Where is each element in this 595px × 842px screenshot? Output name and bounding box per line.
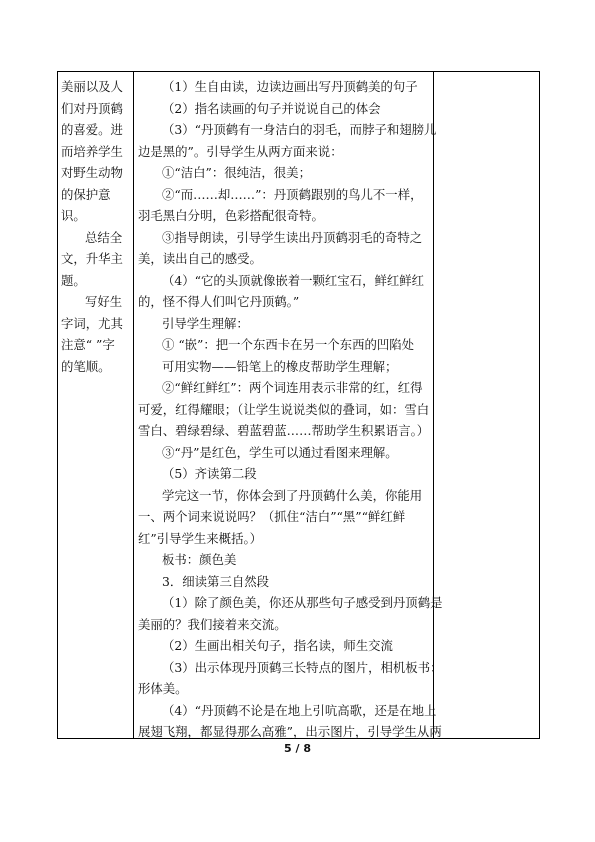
- process-line: 美，读出自己的感受。: [138, 251, 262, 266]
- process-line: （3）出示体现丹顶鹤三长特点的图片，相机板书：: [162, 659, 443, 675]
- process-line: 可用实物——铅笔上的橡皮帮助学生理解；: [162, 358, 398, 374]
- column-divider: [433, 72, 434, 738]
- process-line: ①“洁白”：很纯洁，很美；: [162, 165, 311, 180]
- process-line: ②“鲜红鲜红”：两个词连用表示非常的红，红得: [162, 380, 423, 395]
- process-line: ②“而……却……”：丹顶鹤跟别的鸟儿不一样，: [162, 186, 423, 202]
- process-line: 的，怪不得人们叫它丹顶鹤。”: [138, 294, 300, 309]
- process-line: （2）指名读画的句子并说说自己的体会: [162, 100, 381, 116]
- process-line: （3）“丹顶鹤有一身洁白的羽毛，而脖子和翅膀儿: [162, 122, 437, 137]
- process-line: 美丽的？我们接着来交流。: [138, 616, 287, 632]
- objective-line: 对野生动物: [61, 165, 123, 180]
- objective-line: 而培养学生: [61, 143, 123, 159]
- objective-line: 写好生: [85, 294, 123, 309]
- objective-line: 的保护意: [61, 186, 111, 202]
- process-line: （1）除了颜色美，你还从那些句子感受到丹顶鹤是: [162, 595, 443, 610]
- process-line: （5）齐读第二段: [162, 466, 257, 481]
- objective-line: 们对丹顶鹤: [61, 100, 123, 116]
- objective-line: 题。: [61, 272, 86, 288]
- column-divider: [133, 72, 134, 738]
- process-line: 可爱，红得耀眼；（让学生说说类似的叠词，如：雪白: [138, 401, 430, 417]
- objective-line: 字词，尤其: [61, 315, 123, 331]
- process-line: （1）生自由读，边读边画出写丹顶鹤美的句子: [162, 79, 418, 94]
- process-line: 雪白、碧绿碧绿、碧蓝碧蓝……帮助学生积累语言。）: [138, 423, 430, 438]
- process-line: 边是黑的”。引导学生从两方面来说：: [138, 143, 343, 159]
- objective-line: 文，升华主: [61, 251, 123, 266]
- process-line: 学完这一节，你体会到了丹顶鹤什么美，你能用: [162, 487, 423, 503]
- process-line: 展翅飞翔，都显得那么高雅”，出示图片，引导学生从两: [138, 724, 442, 739]
- process-line: （4）“丹顶鹤不论是在地上引吭高歌，还是在地上: [162, 702, 437, 718]
- process-line: 一、两个词来说说吗？（抓住“洁白”“黑”“鲜红鲜: [138, 509, 406, 524]
- objective-line: 识。: [61, 208, 86, 223]
- process-line: 红”引导学生来概括。）: [138, 530, 263, 546]
- lesson-table: [57, 71, 540, 739]
- page-number: 5 / 8: [284, 742, 311, 755]
- process-line: 引导学生理解：: [162, 315, 249, 331]
- objectives-column: [61, 76, 129, 377]
- process-line: （4）“它的头顶就像嵌着一颗红宝石，鲜红鲜红: [162, 272, 425, 288]
- process-column: [138, 76, 443, 743]
- process-line: （2）生画出相关句子，指名读，师生交流: [162, 638, 393, 653]
- process-line: ③“丹”是红色，学生可以通过看图来理解。: [162, 444, 398, 460]
- objective-line: 的笔顺。: [61, 358, 111, 374]
- objective-line: 总结全: [85, 229, 123, 245]
- process-line: ① “嵌”：把一个东西卡在另一个东西的凹陷处: [162, 337, 415, 352]
- objective-line: 美丽以及人: [61, 79, 123, 94]
- objective-line: 的喜爱。进: [61, 122, 123, 137]
- process-line: 板书：颜色美: [162, 552, 237, 567]
- process-line: 3．细读第三自然段: [162, 573, 270, 589]
- process-line: ③指导朗读，引导学生读出丹顶鹤羽毛的奇特之: [162, 229, 423, 245]
- objective-line: 注意“ ”字: [61, 337, 115, 352]
- process-line: 羽毛黑白分明，色彩搭配很奇特。: [138, 208, 324, 223]
- process-line: 形体美。: [138, 681, 188, 696]
